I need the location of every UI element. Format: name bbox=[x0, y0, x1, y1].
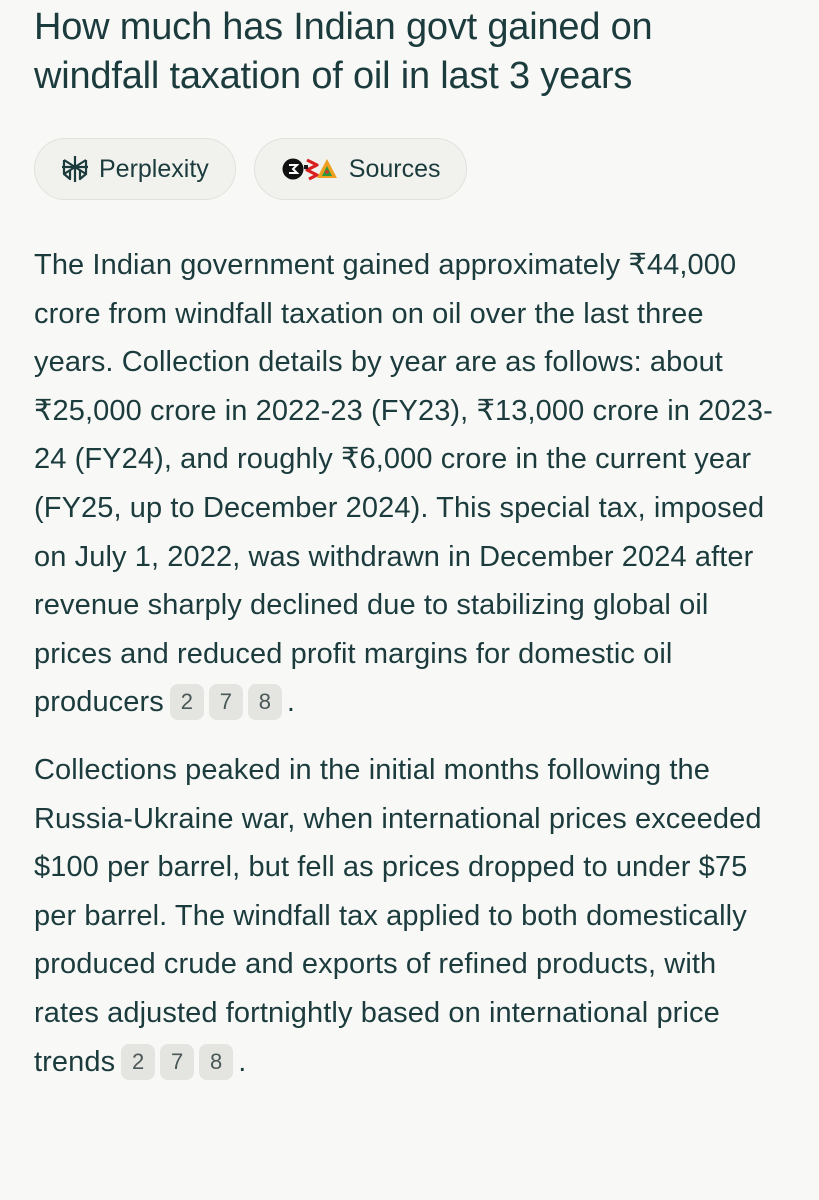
source-favicon-1 bbox=[282, 159, 303, 180]
query-title: How much has Indian govt gained on windfall taxation of oil in last 3 years bbox=[34, 6, 653, 97]
sentence-end: . bbox=[238, 1045, 247, 1078]
answer-paragraph bbox=[34, 746, 785, 1086]
citation-badge[interactable]: 8 bbox=[248, 684, 282, 720]
source-favicon-3 bbox=[317, 159, 337, 178]
citation-badge[interactable]: 2 bbox=[170, 684, 204, 720]
answer-paragraph-text: The Indian government gained approximately ₹44,000 crore from windfall taxation on oil over the last three years. Collection details by year are as follows: about ₹25,000 crore in 2022-23 (FY23), ₹13,000 crore in 2023-24 (FY24), and roughly ₹6,000 crore in the current year (FY25, up to December 2024). This special tax, imposed on July 1, 2022, was withdrawn in December 2024 after revenue sharply declined due to stabilizing global oil prices and reduced profit margins for domestic oil producers bbox=[34, 249, 773, 719]
citation-badge[interactable]: 7 bbox=[160, 1044, 194, 1080]
answer-paragraph bbox=[34, 241, 785, 727]
source-favicons bbox=[281, 156, 339, 182]
citation-badge[interactable]: 7 bbox=[209, 684, 243, 720]
tab-sources[interactable] bbox=[254, 138, 468, 200]
tab-perplexity[interactable] bbox=[34, 138, 236, 200]
citation-badge[interactable]: 2 bbox=[121, 1044, 155, 1080]
tab-perplexity-label: Perplexity bbox=[99, 154, 209, 183]
tab-sources-label: Sources bbox=[348, 154, 441, 183]
answer-tabs bbox=[34, 138, 785, 200]
citation-badge[interactable]: 8 bbox=[199, 1044, 233, 1080]
source-favicon-2 bbox=[304, 160, 317, 179]
perplexity-logo-icon bbox=[61, 154, 89, 184]
sentence-end: . bbox=[286, 686, 296, 719]
answer-paragraph-text: Collections peaked in the initial months following the Russia-Ukraine war, when international prices exceeded $100 per barrel, but fell as prices dropped to under $75 per barrel. The windfall tax applied to both domestically produced crude and exports of refined products, with rates adjusted fortnightly based on international price trends bbox=[34, 753, 762, 1078]
